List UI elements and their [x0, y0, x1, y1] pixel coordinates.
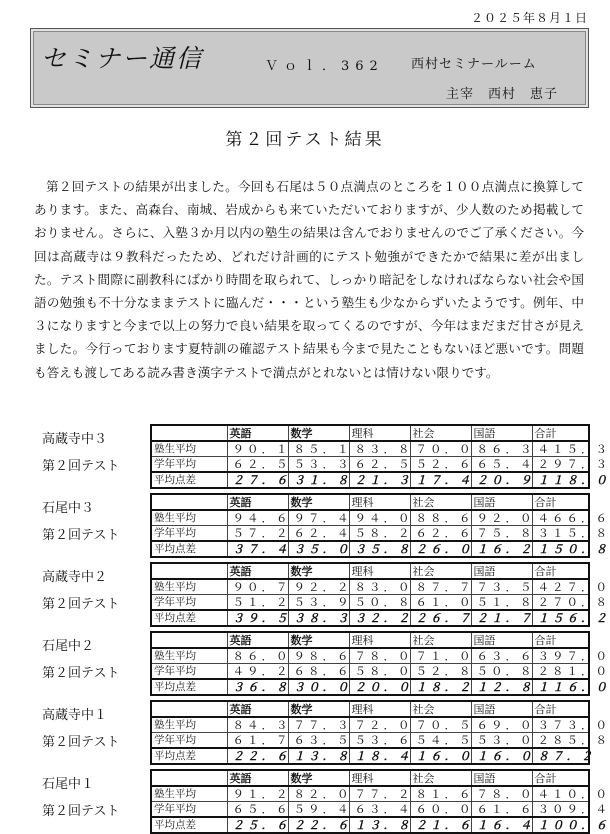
- score-cell: １２．８: [471, 679, 532, 695]
- score-cell: ５３．９: [288, 595, 349, 611]
- table-row: [151, 610, 589, 626]
- row-label: 学年平均: [151, 457, 227, 473]
- table-row: [151, 472, 589, 488]
- table-row: [151, 648, 589, 664]
- score-cell: １００．６: [532, 817, 589, 833]
- column-header: 英語: [227, 701, 288, 717]
- score-cell: ５３．３: [288, 457, 349, 473]
- school-name: 高蔵寺中１: [42, 708, 108, 723]
- score-cell: １６．０: [471, 748, 532, 764]
- table-row: [151, 717, 589, 733]
- newsletter-title: セミナー通信: [41, 44, 204, 73]
- table-row: [151, 526, 589, 542]
- score-cell: ２６．７: [410, 610, 471, 626]
- table-row: [151, 510, 589, 526]
- score-cell: ６２．５: [349, 457, 410, 473]
- score-cell: ６１．６: [471, 802, 532, 818]
- score-cell: ２１．３: [349, 472, 410, 488]
- score-cell: ３７．４: [227, 541, 288, 557]
- score-table: [150, 562, 610, 627]
- score-cell: ７８．０: [349, 648, 410, 664]
- score-cell: ８７．２: [532, 748, 589, 764]
- score-cell: １６．４: [471, 817, 532, 833]
- score-cell: ６２．５: [227, 457, 288, 473]
- column-header: 国語: [471, 701, 532, 717]
- score-cell: １３．８: [288, 748, 349, 764]
- row-label: 平均点差: [151, 748, 227, 764]
- score-cell: ７７．２: [349, 786, 410, 802]
- column-header: 社会: [410, 632, 471, 648]
- issue-date: ２０２５年８月１日: [470, 11, 588, 25]
- score-table: [150, 424, 610, 489]
- score-cell: ６１．７: [227, 733, 288, 749]
- score-cell: ５８．０: [349, 664, 410, 680]
- score-cell: ８６．０: [227, 648, 288, 664]
- result-block: [0, 700, 610, 762]
- table-row: [151, 595, 589, 611]
- score-cell: ５０．８: [471, 664, 532, 680]
- score-cell: １３．８: [349, 817, 410, 833]
- column-header: 国語: [471, 494, 532, 510]
- score-cell: ３１５．８: [532, 526, 589, 542]
- school-name: 石尾中２: [42, 639, 95, 654]
- score-cell: ６９．０: [471, 717, 532, 733]
- table-row: [151, 733, 589, 749]
- column-header: 理科: [349, 770, 410, 786]
- score-cell: ３６．８: [227, 679, 288, 695]
- score-cell: ２６．０: [410, 541, 471, 557]
- school-name: 石尾中３: [42, 501, 95, 516]
- score-cell: １５６．２: [532, 610, 589, 626]
- newsletter-header: [30, 28, 589, 108]
- column-header: 数学: [288, 701, 349, 717]
- column-header: 合計: [532, 770, 589, 786]
- table-row: [151, 679, 589, 695]
- score-cell: ６３．６: [471, 648, 532, 664]
- score-cell: ２７．６: [227, 472, 288, 488]
- row-label: 塾生平均: [151, 579, 227, 595]
- score-table: [150, 769, 610, 834]
- score-cell: ４１５．３: [532, 441, 589, 457]
- column-header: 社会: [410, 425, 471, 441]
- column-header: 英語: [227, 494, 288, 510]
- table-row: [151, 457, 589, 473]
- column-header: 理科: [349, 494, 410, 510]
- column-header: 社会: [410, 494, 471, 510]
- row-label: 塾生平均: [151, 786, 227, 802]
- score-cell: １８．２: [410, 679, 471, 695]
- score-cell: ５３．６: [349, 733, 410, 749]
- score-cell: ８３．０: [349, 579, 410, 595]
- table-corner: [151, 770, 227, 786]
- score-cell: ２１．７: [471, 610, 532, 626]
- school-name: 高蔵寺中３: [42, 432, 108, 447]
- result-block: [0, 769, 610, 831]
- score-cell: ２２．６: [288, 817, 349, 833]
- table-row: [151, 786, 589, 802]
- score-cell: ７５．８: [471, 526, 532, 542]
- score-table: [150, 631, 610, 696]
- score-cell: ６０．０: [410, 802, 471, 818]
- score-cell: １１８．０: [532, 472, 589, 488]
- score-cell: ２５．６: [227, 817, 288, 833]
- column-header: 合計: [532, 425, 589, 441]
- score-cell: ８２．０: [288, 786, 349, 802]
- school-name: 高蔵寺中２: [42, 570, 108, 585]
- score-cell: ３０．０: [288, 679, 349, 695]
- column-header: 国語: [471, 563, 532, 579]
- score-cell: １８．４: [349, 748, 410, 764]
- row-label: 平均点差: [151, 472, 227, 488]
- score-cell: ３１．８: [288, 472, 349, 488]
- score-cell: ５９．４: [288, 802, 349, 818]
- score-cell: ４６６．６: [532, 510, 589, 526]
- score-cell: ６５．６: [227, 802, 288, 818]
- table-corner: [151, 701, 227, 717]
- score-cell: ５３．０: [471, 733, 532, 749]
- column-header: 英語: [227, 563, 288, 579]
- score-cell: ５１．８: [471, 595, 532, 611]
- score-cell: １５０．８: [532, 541, 589, 557]
- score-cell: ２８５．８: [532, 733, 589, 749]
- score-cell: ７０．５: [410, 717, 471, 733]
- score-cell: ６１．０: [410, 595, 471, 611]
- row-label: 平均点差: [151, 610, 227, 626]
- score-cell: ９４．０: [349, 510, 410, 526]
- table-corner: [151, 632, 227, 648]
- score-cell: ７８．０: [471, 786, 532, 802]
- column-header: 英語: [227, 425, 288, 441]
- row-label: 平均点差: [151, 679, 227, 695]
- row-label: 学年平均: [151, 595, 227, 611]
- row-label: 学年平均: [151, 802, 227, 818]
- test-name: 第２回テスト: [42, 666, 120, 681]
- table-row: [151, 817, 589, 833]
- score-cell: ５７．２: [227, 526, 288, 542]
- row-label: 塾生平均: [151, 510, 227, 526]
- row-label: 平均点差: [151, 817, 227, 833]
- score-cell: ７１．０: [410, 648, 471, 664]
- score-cell: １１６．０: [532, 679, 589, 695]
- column-header: 英語: [227, 770, 288, 786]
- score-cell: ４１０．０: [532, 786, 589, 802]
- result-block: [0, 493, 610, 555]
- score-cell: ３９７．０: [532, 648, 589, 664]
- row-label: 塾生平均: [151, 648, 227, 664]
- score-cell: ２０．０: [349, 679, 410, 695]
- score-cell: １６．２: [471, 541, 532, 557]
- score-cell: ９０．７: [227, 579, 288, 595]
- score-cell: ７０．０: [410, 441, 471, 457]
- organization-name: 西村セミナールーム: [411, 57, 537, 72]
- row-label: 塾生平均: [151, 717, 227, 733]
- column-header: 国語: [471, 770, 532, 786]
- score-cell: １６．０: [410, 748, 471, 764]
- score-cell: ３５．０: [288, 541, 349, 557]
- score-cell: ７７．３: [288, 717, 349, 733]
- test-name: 第２回テスト: [42, 804, 120, 819]
- score-cell: ３８．３: [288, 610, 349, 626]
- score-cell: ７３．５: [471, 579, 532, 595]
- row-label: 平均点差: [151, 541, 227, 557]
- score-cell: ３７３．０: [532, 717, 589, 733]
- score-cell: ８１．６: [410, 786, 471, 802]
- score-cell: ８４．３: [227, 717, 288, 733]
- score-cell: ３５．８: [349, 541, 410, 557]
- score-cell: ８５．１: [288, 441, 349, 457]
- author-name: 主宰 西村 恵子: [446, 87, 559, 102]
- score-cell: ８６．３: [471, 441, 532, 457]
- score-cell: ４９．２: [227, 664, 288, 680]
- column-header: 社会: [410, 563, 471, 579]
- column-header: 社会: [410, 701, 471, 717]
- score-cell: ２８１．０: [532, 664, 589, 680]
- volume-number: Ｖｏｌ．362: [265, 59, 384, 74]
- score-cell: ３２．２: [349, 610, 410, 626]
- article-body: 第２回テストの結果が出ました。今回も石尾は５０点満点のところを１００点満点に換算してあります。また、高森台、南城、岩成からも来ていただいておりますが、少人数のため掲載しておりません。さらに、入塾３か月以内の塾生の結果は含んでおりませんのでご了承ください。今回は高蔵寺は９教科だったため、どれだけ計画的にテスト勉強ができたかで結果に差が出ました。テスト間際に副教科にばかり時間を取られて、しっかり暗記をしなければならない社会や国語の勉強も不十分なままテストに臨んだ・・・という塾生も少なからずいたようです。例年、中３になりますと今まで以上の努力で良い結果を取ってくるのですが、今年はまだまだ甘さが見えました。今行っております夏特訓の確認テスト結果も今まで見たこともないほど悪いです。問題も答えも渡してある読み書き漢字テストで満点がとれないとは情けない限りです。: [34, 179, 584, 380]
- score-cell: ５４．５: [410, 733, 471, 749]
- score-cell: ７２．０: [349, 717, 410, 733]
- score-cell: ２２．６: [227, 748, 288, 764]
- column-header: 数学: [288, 563, 349, 579]
- score-cell: ９０．１: [227, 441, 288, 457]
- row-label: 学年平均: [151, 526, 227, 542]
- column-header: 数学: [288, 770, 349, 786]
- score-cell: ８８．６: [410, 510, 471, 526]
- score-cell: ４２７．０: [532, 579, 589, 595]
- table-row: [151, 441, 589, 457]
- school-name: 石尾中１: [42, 777, 95, 792]
- score-cell: ９１．２: [227, 786, 288, 802]
- score-cell: ２１．６: [410, 817, 471, 833]
- table-row: [151, 541, 589, 557]
- table-row: [151, 748, 589, 764]
- column-header: 国語: [471, 425, 532, 441]
- score-cell: ５８．２: [349, 526, 410, 542]
- test-name: 第２回テスト: [42, 459, 120, 474]
- score-cell: ８３．８: [349, 441, 410, 457]
- score-cell: ５１．２: [227, 595, 288, 611]
- table-row: [151, 579, 589, 595]
- score-cell: ６５．４: [471, 457, 532, 473]
- score-cell: ９４．６: [227, 510, 288, 526]
- row-label: 学年平均: [151, 664, 227, 680]
- score-cell: ２７０．８: [532, 595, 589, 611]
- score-cell: ２９７．３: [532, 457, 589, 473]
- score-cell: ９７．４: [288, 510, 349, 526]
- score-cell: ９８．６: [288, 648, 349, 664]
- column-header: 合計: [532, 701, 589, 717]
- column-header: 数学: [288, 494, 349, 510]
- score-cell: ５２．８: [410, 664, 471, 680]
- row-label: 塾生平均: [151, 441, 227, 457]
- test-name: 第２回テスト: [42, 597, 120, 612]
- score-cell: ６３．５: [288, 733, 349, 749]
- column-header: 理科: [349, 425, 410, 441]
- table-corner: [151, 425, 227, 441]
- column-header: 合計: [532, 632, 589, 648]
- column-header: 理科: [349, 563, 410, 579]
- column-header: 数学: [288, 632, 349, 648]
- column-header: 合計: [532, 494, 589, 510]
- score-cell: ３０９．４: [532, 802, 589, 818]
- score-cell: ５２．６: [410, 457, 471, 473]
- score-cell: ６８．６: [288, 664, 349, 680]
- table-corner: [151, 563, 227, 579]
- article-title: 第２回テスト結果: [225, 130, 385, 150]
- score-cell: ３９．５: [227, 610, 288, 626]
- row-label: 学年平均: [151, 733, 227, 749]
- score-cell: ６２．４: [288, 526, 349, 542]
- table-row: [151, 802, 589, 818]
- column-header: 理科: [349, 701, 410, 717]
- column-header: 社会: [410, 770, 471, 786]
- test-name: 第２回テスト: [42, 735, 120, 750]
- score-cell: ６３．４: [349, 802, 410, 818]
- score-cell: ２０．９: [471, 472, 532, 488]
- column-header: 英語: [227, 632, 288, 648]
- table-row: [151, 664, 589, 680]
- result-block: [0, 424, 610, 486]
- test-name: 第２回テスト: [42, 528, 120, 543]
- column-header: 合計: [532, 563, 589, 579]
- score-table: [150, 493, 610, 558]
- score-cell: ８７．７: [410, 579, 471, 595]
- score-cell: ９２．０: [471, 510, 532, 526]
- score-cell: ６２．６: [410, 526, 471, 542]
- result-block: [0, 631, 610, 693]
- column-header: 理科: [349, 632, 410, 648]
- score-cell: ５０．８: [349, 595, 410, 611]
- score-cell: ９２．２: [288, 579, 349, 595]
- column-header: 国語: [471, 632, 532, 648]
- table-corner: [151, 494, 227, 510]
- result-block: [0, 562, 610, 624]
- column-header: 数学: [288, 425, 349, 441]
- score-cell: １７．４: [410, 472, 471, 488]
- score-table: [150, 700, 610, 765]
